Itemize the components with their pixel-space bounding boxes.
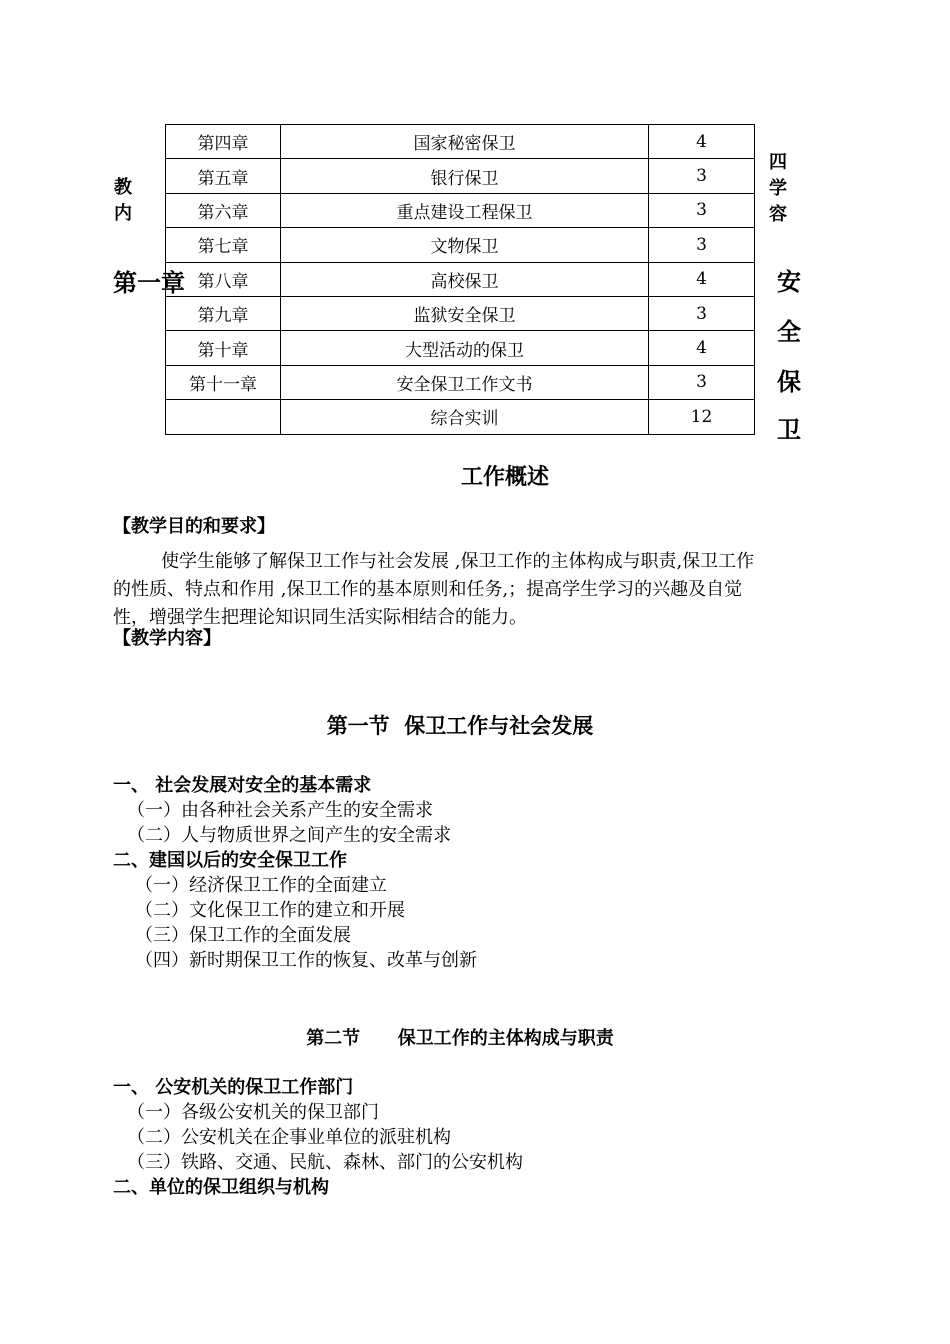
schedule-row [166,331,755,365]
objectives-line: 的性质、特点和作用 ,保卫工作的基本原则和任务,；提高学生学习的兴趣及自觉 [113,579,743,600]
outline-heading: 二、单位的保卫组织与机构 [113,1177,329,1198]
outline-item: （一）由各种社会关系产生的安全需求 [127,800,433,821]
outline-item: （四）新时期保卫工作的恢复、改革与创新 [135,950,477,971]
side-right-big-1: 安 [777,268,801,296]
outline-heading: 二、建国以后的安全保卫工作 [113,850,347,871]
section2-outline [113,1075,523,1200]
section2-title: 第二节 保卫工作的主体构成与职责 [306,1028,614,1049]
outline-item: （一）各级公安机关的保卫部门 [127,1102,379,1123]
side-left-char-2: 内 [114,203,132,224]
chapter-cell [166,400,281,434]
side-right-big-2: 全 [777,318,801,346]
hours-cell: 4 [649,125,755,159]
title-cell: 重点建设工程保卫 [281,193,649,227]
outline-item: （二）文化保卫工作的建立和开展 [135,900,405,921]
hours-cell: 4 [649,262,755,296]
side-right-big-3: 保 [777,368,801,396]
section1-outline [113,773,477,973]
schedule-row [166,296,755,330]
hours-cell: 3 [649,365,755,399]
chapter-label: 第一章 [113,269,185,297]
schedule-row [166,193,755,227]
hours-cell: 3 [649,159,755,193]
schedule-row [166,262,755,296]
outline-item: （三）保卫工作的全面发展 [135,925,351,946]
side-right-char-3: 容 [769,204,787,225]
title-cell: 高校保卫 [281,262,649,296]
outline-heading: 一、 公安机关的保卫工作部门 [113,1077,354,1098]
chapter-cell: 第五章 [166,159,281,193]
objectives-heading: 【教学目的和要求】 [113,516,275,537]
side-right-char-2: 学 [769,178,787,199]
side-right-char-1: 四 [769,152,787,173]
chapter-cell: 第九章 [166,296,281,330]
outline-item: （三）铁路、交通、民航、森林、部门的公安机构 [127,1152,523,1173]
side-left-char-1: 教 [114,177,132,198]
schedule-row [166,159,755,193]
chapter-cell: 第八章 [166,262,281,296]
schedule-row [166,400,755,434]
title-cell: 综合实训 [281,400,649,434]
schedule-row [166,365,755,399]
title-cell: 安全保卫工作文书 [281,365,649,399]
objectives-line: 性，增强学生把理论知识同生活实际相结合的能力。 [113,607,527,628]
chapter-cell: 第十一章 [166,365,281,399]
outline-heading: 一、 社会发展对安全的基本需求 [113,775,372,796]
content-heading: 【教学内容】 [113,628,221,649]
chapter-cell: 第六章 [166,193,281,227]
schedule-row [166,228,755,262]
outline-item: （二）人与物质世界之间产生的安全需求 [127,825,451,846]
hours-cell: 3 [649,228,755,262]
hours-cell: 4 [649,331,755,365]
outline-item: （二）公安机关在企事业单位的派驻机构 [127,1127,451,1148]
chapter-title: 工作概述 [460,465,549,490]
title-cell: 文物保卫 [281,228,649,262]
title-cell: 大型活动的保卫 [281,331,649,365]
outline-item: （一）经济保卫工作的全面建立 [135,875,387,896]
chapter-cell: 第十章 [166,331,281,365]
hours-cell: 3 [649,193,755,227]
section1-title: 第一节 保卫工作与社会发展 [326,714,594,738]
title-cell: 国家秘密保卫 [281,125,649,159]
side-right-big-4: 卫 [777,416,801,444]
chapter-cell: 第七章 [166,228,281,262]
title-cell: 银行保卫 [281,159,649,193]
objectives-line: 使学生能够了解保卫工作与社会发展 ,保卫工作的主体构成与职责,保卫工作 [161,551,755,572]
schedule-row [166,125,755,159]
title-cell: 监狱安全保卫 [281,296,649,330]
chapter-cell: 第四章 [166,125,281,159]
hours-cell: 12 [649,400,755,434]
schedule-table [165,124,755,435]
objectives-paragraph [113,548,813,632]
hours-cell: 3 [649,296,755,330]
